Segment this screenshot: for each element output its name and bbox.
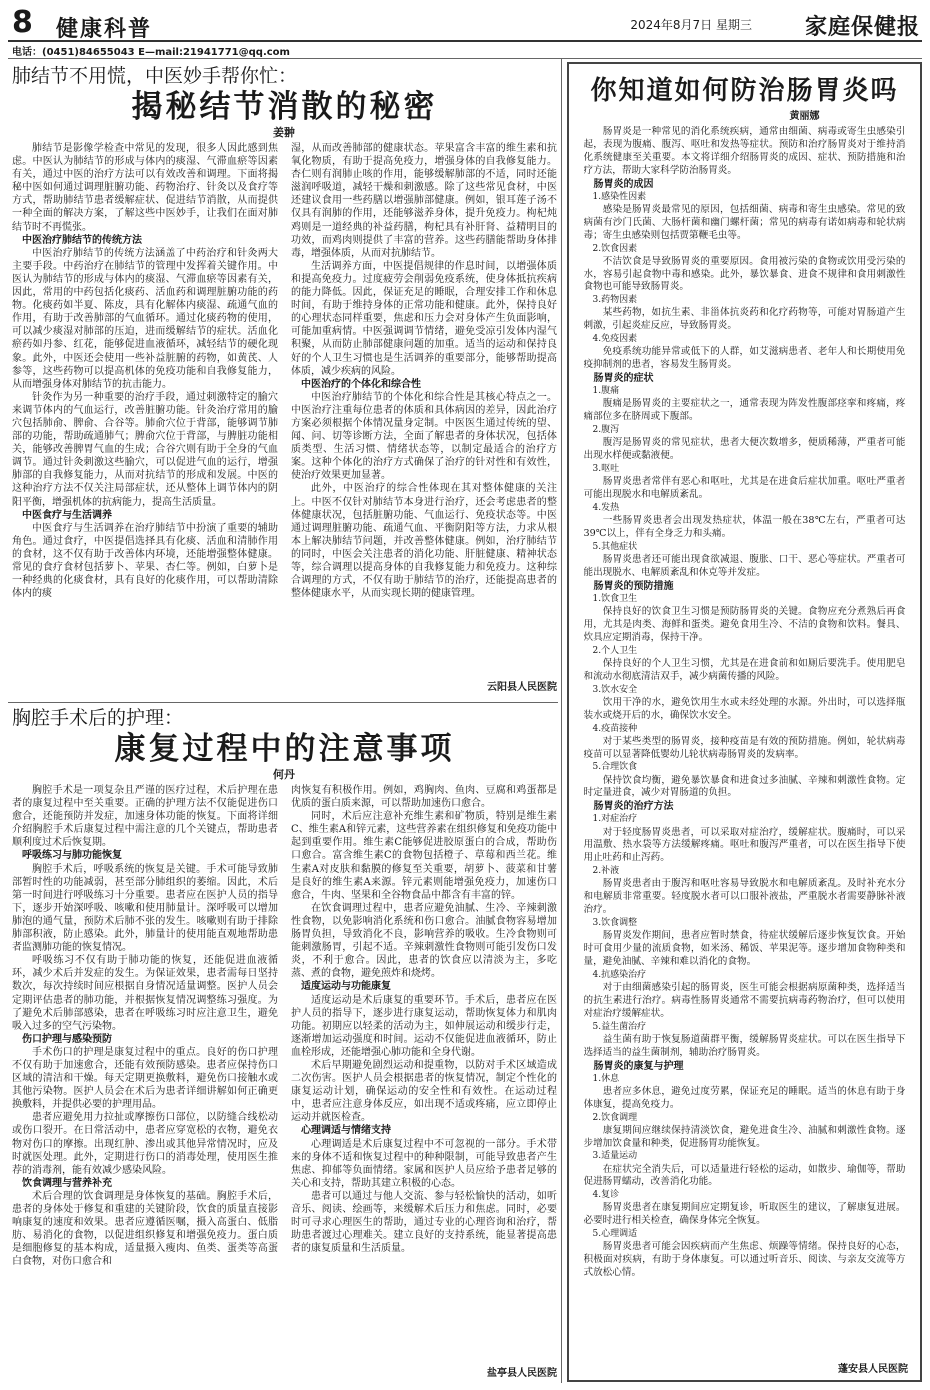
sub-subheading: 1.休息 bbox=[592, 1073, 620, 1084]
sub-subheading: 1.饮食卫生 bbox=[592, 593, 638, 604]
paragraph: 肠胃炎患者可能会因疾病而产生焦虑、烦躁等情绪。保持良好的心态，积极面对疾病，有助于身体康复。可以通过听音乐、阅读、与亲友交流等方式放松心情。 bbox=[583, 1241, 906, 1279]
paragraph: 肠胃炎是一种常见的消化系统疾病，通常由细菌、病毒或寄生虫感染引起，表现为腹痛、腹泻、呕吐和发热等症状。预防和治疗肠胃炎对于维持消化系统健康至关重要。本文将详细介绍肠胃炎的成因、症状、预防措施和治疗方法，帮助大家科学防治肠胃炎。 bbox=[583, 126, 906, 176]
sub-subheading: 5.其他症状 bbox=[592, 541, 638, 552]
paragraph: 益生菌有助于恢复肠道菌群平衡，缓解肠胃炎症状。可以在医生指导下选择适当的益生菌制剂，辅助治疗肠胃炎。 bbox=[583, 1033, 906, 1058]
sub-subheading: 5.合理饮食 bbox=[592, 762, 638, 773]
contact-rule bbox=[8, 58, 922, 59]
newspaper-name: 家庭保健报 bbox=[804, 14, 920, 40]
paragraph: 生活调养方面，中医提倡规律的作息时间，以增强体质和提高免疫力。过度疲劳会削弱免疫系统，使身体抵抗疾病的能力降低。因此，保证充足的睡眠，合理安排工作和休息时间，有助于维持身体的正常功能和健康。此外，保持良好的心理状态同样重要，焦虑和压力会对身体产生负面影响，可能加重病情。中医强调调节情绪，避免受凉引发体内湿气积聚，从而防止肺部健康问题的加重。适当的运动和保持良好的个人卫生习惯也是生活调养的重要部分，能够帮助提高体质，减少疾病的风险。 bbox=[291, 260, 557, 377]
sub-subheading: 5.心理调适 bbox=[592, 1229, 638, 1240]
paragraph: 手术伤口的护理是康复过程中的重点。良好的伤口护理不仅有助于加速愈合，还能有效预防感染。患者应保持伤口区域的清洁和干燥。每天定期更换敷料，避免伤口接触水或其他污染物。医护人员会在术后为患者详细讲解如何正确更换敷料，并提供必要的护理用品。 bbox=[12, 1046, 278, 1111]
paragraph: 对于某些类型的肠胃炎，接种疫苗是有效的预防措施。例如，轮状病毒疫苗可以显著降低婴幼儿轮状病毒肠胃炎的发病率。 bbox=[583, 735, 906, 760]
sub-subheading: 1.腹痛 bbox=[592, 386, 620, 397]
paragraph: 在饮食调理过程中，患者应避免油腻、生冷、辛辣刺激性食物，以免影响消化系统和伤口愈合。油腻食物容易增加肠胃负担，导致消化不良，影响营养的吸收。生冷食物则可能刺激肠胃，引起不适。辛辣刺激性食物则可能引发伤口发炎，不利于愈合。因此，患者的饮食应以清淡为主，多吃蒸、煮的食物，避免煎炸和烧烤。 bbox=[291, 902, 557, 980]
article-column bbox=[12, 784, 278, 1376]
paragraph: 术后合理的饮食调理是身体恢复的基础。胸腔手术后，患者的身体处于修复和重建的关键阶段，饮食的质量直接影响康复的速度和效果。患者应遵循医嘱，摄入高蛋白、低脂肪、易消化的食物，以促进组织修复和增强免疫力。蛋白质是细胞修复的基本构成，适量摄入瘦肉、鱼类、蛋类等高蛋白食物，对伤口愈合和 bbox=[12, 1190, 278, 1268]
article-kicker: 肺结节不用慌，中医妙手帮你忙： bbox=[12, 65, 298, 87]
article-chest-surgery bbox=[12, 706, 557, 1382]
paragraph: 呼吸练习不仅有助于肺功能的恢复，还能促进血液循环，减少术后并发症的发生。为保证效果，患者需每日坚持数次，每次持续时间应根据自身情况适量调整。医护人员会定期评估患者的肺功能，并根据恢复情况调整练习强度。为了避免术后肺部感染，患者在呼吸练习时应注意卫生，避免吸入过多的空气污染物。 bbox=[12, 955, 278, 1032]
subheading: 肠胃炎的症状 bbox=[593, 373, 654, 385]
paragraph: 肠胃炎患者在康复期间应定期复诊，听取医生的建议，了解康复进展。必要时进行相关检查，确保身体完全恢复。 bbox=[583, 1202, 906, 1227]
paragraph: 患者可以通过与他人交流、参与轻松愉快的活动，如听音乐、阅读、绘画等，来缓解术后压力和焦虑。同时，必要时可寻求心理医生的帮助，通过专业的心理咨询和治疗，帮助患者渡过心理难关。建立良好的支持系统，能显著提高患者的康复质量和生活质量。 bbox=[291, 1190, 557, 1255]
paragraph: 肠胃炎患者由于腹泻和呕吐容易导致脱水和电解质紊乱。及时补充水分和电解质非常重要。轻度脱水者可以口服补液盐，严重脱水者需要静脉补液治疗。 bbox=[583, 878, 906, 916]
paragraph: 适度运动是术后康复的重要环节。手术后，患者应在医护人员的指导下，逐步进行康复运动，帮助恢复体力和肌肉功能。初期应以轻柔的活动为主，如伸展运动和缓步行走，逐渐增加运动强度和时间。运动不仅能促进血液循环，防止血栓形成，还能增强心肺功能和全身代谢。 bbox=[291, 994, 557, 1058]
paragraph: 保持良好的个人卫生习惯，尤其是在进食前和如厕后要洗手。使用肥皂和流动水彻底清洁双手，减少病菌传播的风险。 bbox=[583, 657, 906, 682]
article-column bbox=[12, 142, 278, 690]
sub-subheading: 2.饮食调理 bbox=[592, 1112, 638, 1123]
subheading: 肠胃炎的康复与护理 bbox=[593, 1060, 684, 1072]
sub-subheading: 4.复诊 bbox=[592, 1190, 620, 1201]
subheading: 呼吸练习与肺功能恢复 bbox=[22, 850, 122, 862]
paragraph: 心理调适是术后康复过程中不可忽视的一部分。手术带来的身体不适和恢复过程中的种种限制，可能导致患者产生焦虑、抑郁等负面情绪。家属和医护人员应给予患者足够的关心和支持，帮助其建立积极的心态。 bbox=[291, 1138, 557, 1189]
sub-subheading: 4.抗感染治疗 bbox=[592, 969, 647, 980]
paragraph: 同时，术后应注意补充维生素和矿物质，特别是维生素C、维生素A和锌元素，这些营养素在组织修复和免疫功能中起到重要作用。维生素C能够促进胶原蛋白的合成，帮助伤口愈合。富含维生素C的食物包括橙子、草莓和西兰花。维生素A对皮肤和黏膜的修复至关重要，胡萝卜、菠菜和甘薯是良好的维生素A来源。锌元素则能增强免疫力，加速伤口愈合，牛肉、坚果和全谷物食品中都含有丰富的锌。 bbox=[291, 811, 557, 901]
subheading: 心理调适与情绪支持 bbox=[301, 1125, 391, 1137]
paragraph: 肠胃炎发作期间，患者应暂时禁食，待症状缓解后逐步恢复饮食。开始时可食用少量的流质食物，如米汤、稀饭、苹果泥等。逐步增加食物种类和量，避免油腻、辛辣和难以消化的食物。 bbox=[583, 930, 906, 967]
article-kicker: 胸腔手术后的护理： bbox=[12, 707, 184, 729]
paragraph: 腹泻是肠胃炎的常见症状，患者大便次数增多，便质稀薄，严重者可能出现水样便或黏液便。 bbox=[583, 437, 906, 462]
article-source: 云阳县人民医院 bbox=[487, 682, 557, 693]
paragraph: 中医治疗肺结节的个体化和综合性是其核心特点之一。中医治疗注重每位患者的体质和具体病因的差异，因此治疗方案必须根据个体情况量身定制。中医医生通过传统的望、闻、问、切等诊断方法，全面了解患者的身体状况，包括体质类型、生活习惯、情绪状态等，以制定最适合的治疗方案。这种个体化的治疗方式确保了治疗的针对性和有效性，使治疗效果更加显著。 bbox=[291, 391, 557, 482]
paragraph: 免疫系统功能异常或低下的人群，如艾滋病患者、老年人和长期使用免疫抑制剂的患者，容易发生肠胃炎。 bbox=[583, 346, 906, 371]
paragraph: 患者应多休息，避免过度劳累，保证充足的睡眠。适当的休息有助于身体康复，提高免疫力。 bbox=[583, 1085, 906, 1110]
paragraph: 保持饮食均衡，避免暴饮暴食和进食过多油腻、辛辣和刺激性食物。定时定量进食，减少对胃肠道的负担。 bbox=[583, 774, 906, 799]
subheading: 伤口护理与感染预防 bbox=[22, 1033, 112, 1045]
article-author: 黄丽娜 bbox=[789, 111, 820, 122]
article-source: 盐亭县人民医院 bbox=[487, 1368, 557, 1379]
paragraph: 此外，中医治疗的综合性体现在其对整体健康的关注上。中医不仅针对肺结节本身进行治疗，还会考虑患者的整体健康状况，包括脏腑功能、气血运行、免疫状态等。中医通过调理脏腑功能、疏通气血、平衡阴阳等方法，力求从根本上解决肺结节问题，并改善整体健康。例如，治疗肺结节的同时，中医会关注患者的消化功能、肝脏健康、精神状态等，综合调理以提高身体的自我修复能力和免疫力。这种综合调理的方式，不仅有助于肺结节的治疗，还能提高患者的整体健康水平，从而实现长期的健康管理。 bbox=[291, 483, 557, 600]
article-headline: 揭秘结节消散的秘密 bbox=[131, 89, 438, 125]
paragraph: 肠胃炎患者常伴有恶心和呕吐，尤其是在进食后症状加重。呕吐严重者可能出现脱水和电解质紊乱。 bbox=[583, 476, 906, 501]
contact-line: 电话：(0451)84655043 E—mail:21941771@qq.com bbox=[12, 47, 290, 58]
sub-subheading: 4.免疫因素 bbox=[592, 334, 638, 345]
sub-subheading: 3.呕吐 bbox=[592, 464, 620, 475]
paragraph: 康复期间应继续保持清淡饮食，避免进食生冷、油腻和刺激性食物。逐步增加饮食量和种类，促进肠胃功能恢复。 bbox=[583, 1124, 906, 1149]
paragraph: 术后早期避免剧烈运动和提重物，以防对手术区域造成二次伤害。医护人员会根据患者的恢复情况，制定个性化的康复运动计划，确保运动的安全性和有效性。在运动过程中，患者应注意身体反应，如出现不适或疼痛，应立即停止运动并就医检查。 bbox=[291, 1059, 557, 1124]
article-author: 何丹 bbox=[273, 768, 295, 781]
article-divider bbox=[8, 702, 558, 703]
sub-subheading: 3.饮水安全 bbox=[592, 684, 638, 695]
subheading: 肠胃炎的成因 bbox=[593, 178, 654, 190]
paragraph: 某些药物，如抗生素、非甾体抗炎药和化疗药物等，可能对胃肠道产生刺激，引起炎症反应，导致肠胃炎。 bbox=[583, 307, 906, 332]
sub-subheading: 2.腹泻 bbox=[592, 425, 620, 436]
paragraph: 肠胃炎患者还可能出现食欲减退、腹胀、口干、恶心等症状。严重者可能出现脱水、电解质紊乱和休克等并发症。 bbox=[583, 553, 906, 578]
paragraph: 在症状完全消失后，可以适量进行轻松的运动，如散步、瑜伽等，帮助促进肠胃蠕动，改善消化功能。 bbox=[583, 1163, 906, 1188]
sub-subheading: 2.个人卫生 bbox=[592, 645, 638, 656]
paragraph: 胸腔手术后，呼吸系统的恢复是关键。手术可能导致肺部暂时性的功能减弱，甚至部分肺组织的萎缩。因此，术后第一时间进行呼吸练习十分重要。患者应在医护人员的指导下，逐步开始深呼吸、咳嗽和使用肺量计。深呼吸可以增加肺泡的通气量，预防术后肺不张的发生。咳嗽则有助于排除肺部积液，防止感染。此外，肺量计的使用能直观地帮助患者监测肺功能的恢复情况。 bbox=[12, 863, 278, 954]
article-headline: 康复过程中的注意事项 bbox=[114, 731, 455, 767]
page-header bbox=[8, 6, 922, 40]
subheading: 肠胃炎的预防措施 bbox=[593, 580, 674, 592]
paragraph: 腹痛是肠胃炎的主要症状之一，通常表现为阵发性腹部痉挛和疼痛，疼痛部位多在脐周或下腹部。 bbox=[583, 398, 906, 423]
sub-subheading: 3.药物因素 bbox=[592, 295, 638, 306]
paragraph: 针灸作为另一种重要的治疗手段，通过刺激特定的腧穴来调节体内的气血运行，改善脏腑功能。针灸治疗常用的腧穴包括肺俞、脾俞、合谷等。肺俞穴位于背部，能够调节肺部的功能，帮助疏通肺气；脾俞穴位于背部，与脾脏功能相关，能够改善脾胃气血的生成；合谷穴则有助于全身的气血调节。通过针灸刺激这些腧穴，可以促进气血的运行，增强肺部的自我修复能力，从而对抗结节的形成和发展。中医的这种治疗方法不仅关注局部症状，还从整体上调节体内的阴阳平衡，增强机体的抗病能力，提高生活质量。 bbox=[12, 391, 278, 508]
sub-subheading: 4.发热 bbox=[592, 502, 620, 513]
subheading: 中医治疗的个体化和综合性 bbox=[301, 378, 421, 390]
section-title: 健康科普 bbox=[56, 16, 153, 42]
subheading: 适度运动与功能康复 bbox=[301, 981, 391, 993]
paragraph: 胸腔手术是一项复杂且严谨的医疗过程，术后护理在患者的康复过程中至关重要。正确的护理方法不仅能促进伤口愈合，还能预防并发症，加速身体功能的恢复。下面将详细介绍胸腔手术后康复过程中需注意的几个关键点，帮助患者顺利度过术后恢复期。 bbox=[12, 785, 278, 849]
sub-subheading: 1.感染性因素 bbox=[592, 191, 647, 202]
header-rule bbox=[8, 40, 922, 42]
paragraph: 中医治疗肺结节的传统方法涵盖了中药治疗和针灸两大主要手段。中药治疗在肺结节的管理中发挥着关键作用。中医认为肺结节的形成与体内的痰湿、气滞血瘀等因素有关，因此，常用的中药包括化痰药、活血药和调理脏腑功能的药物。化痰药如半夏、陈皮，具有化解体内痰湿、疏通气血的作用，有助于改善肺部的气血循环。通过化痰药物的使用，可以减少痰湿对肺部的压迫，进而缓解结节的症状。活血化瘀药如丹参、红花，能够促进血液循环，减轻结节的硬化现象。此外，中医还会使用一些补益脏腑的药物，如黄芪、人参等，这些药物可以提高机体的免疫功能和自我修复能力，从而增强身体对肺结节的抗击能力。 bbox=[12, 247, 278, 390]
article-lung-nodule bbox=[12, 64, 557, 698]
paragraph: 肺结节是影像学检查中常见的发现，很多人因此感到焦虑。中医认为肺结节的形成与体内的痰湿、气滞血瘀等因素有关，通过中医的治疗方法可以有效改善和调理。下面将揭秘中医如何通过调理脏腑功能、药物治疗、针灸以及食疗等方式，帮助肺结节患者缓解症状、促进结节消散，从而提供一种全面的解决方案，了解这些中医妙手，让我们在面对肺结节时不再慌张。 bbox=[12, 143, 278, 233]
paragraph: 对于由细菌感染引起的肠胃炎，医生可能会根据病原菌种类，选择适当的抗生素进行治疗。病毒性肠胃炎通常不需要抗病毒药物治疗，但可以使用对症治疗缓解症状。 bbox=[583, 981, 906, 1019]
sub-subheading: 3.适量运动 bbox=[592, 1151, 638, 1162]
subheading: 中医食疗与生活调养 bbox=[22, 509, 112, 521]
sub-subheading: 4.疫苗接种 bbox=[592, 723, 638, 734]
subheading: 肠胃炎的治疗方法 bbox=[593, 801, 674, 813]
paragraph: 饮用干净的水，避免饮用生水或未经处理的水源。外出时，可以选择瓶装水或烧开后的水，确保饮水安全。 bbox=[583, 696, 906, 721]
paragraph: 保持良好的饮食卫生习惯是预防肠胃炎的关键。食物应充分煮熟后再食用，尤其是肉类、海鲜和蛋类。避免食用生冷、不洁的食物和饮料。餐具、炊具应定期消毒，保持干净。 bbox=[583, 605, 906, 643]
paragraph: 肉恢复有积极作用。例如，鸡胸肉、鱼肉、豆腐和鸡蛋都是优质的蛋白质来源，可以帮助加速伤口愈合。 bbox=[291, 785, 557, 810]
paragraph: 湿，从而改善肺部的健康状态。苹果富含丰富的维生素和抗氧化物质，有助于提高免疫力，增强身体的自我修复能力。杏仁则有润肺止咳的作用，能够缓解肺部的不适，同时还能滋润呼吸道，减轻干燥和刺激感。除了这些常见食材，中医还建议食用一些药膳以增强肺部健康。例如，银耳莲子汤不仅具有润肺的作用，还能够滋养身体，提升免疫力。枸杞炖鸡则是一道经典的补益药膳，枸杞具有补肝肾、益精明目的功效，而鸡肉则提供了丰富的营养。这些药膳能帮助身体排毒，增强体质，从而对抗肺结节。 bbox=[291, 143, 557, 259]
article-author: 姜翀 bbox=[273, 126, 295, 139]
paragraph: 不洁饮食是导致肠胃炎的重要原因。食用被污染的食物或饮用受污染的水，容易引起食物中毒和感染。此外，暴饮暴食、进食不规律和食用刺激性食物也可能导致肠胃炎。 bbox=[583, 255, 906, 293]
column-divider bbox=[561, 58, 562, 1383]
article-source: 蓬安县人民医院 bbox=[838, 1364, 908, 1375]
sub-subheading: 2.饮食因素 bbox=[592, 243, 638, 254]
page-number: 8 bbox=[12, 5, 33, 40]
sub-subheading: 2.补液 bbox=[592, 866, 620, 877]
paragraph: 对于轻度肠胃炎患者，可以采取对症治疗，缓解症状。腹痛时，可以采用温敷、热水袋等方法缓解疼痛。呕吐和腹泻严重者，可以在医生指导下使用止吐药和止泻药。 bbox=[583, 826, 906, 864]
article-column bbox=[291, 784, 557, 1362]
sub-subheading: 3.饮食调整 bbox=[592, 918, 638, 929]
sub-subheading: 5.益生菌治疗 bbox=[592, 1021, 647, 1032]
article-column bbox=[584, 126, 906, 1358]
subheading: 饮食调理与营养补充 bbox=[22, 1177, 112, 1189]
article-column bbox=[291, 142, 557, 676]
article-gastroenteritis bbox=[567, 62, 922, 1382]
paragraph: 患者应避免用力拉扯或摩擦伤口部位，以防缝合线松动或伤口裂开。在日常活动中，患者应穿宽松的衣物，避免衣物对伤口的摩擦。出现红肿、渗出或其他异常情况时，应及时就医处理。此外，定期进行伤口的消毒处理，使用医生推荐的消毒剂，能有效减少感染风险。 bbox=[12, 1112, 278, 1176]
paragraph: 感染是肠胃炎最常见的原因，包括细菌、病毒和寄生虫感染。常见的致病菌有沙门氏菌、大肠杆菌和幽门螺杆菌；常见的病毒有诺如病毒和轮状病毒；寄生虫感染则包括贾第鞭毛虫等。 bbox=[583, 203, 906, 241]
article-headline: 你知道如何防治肠胃炎吗 bbox=[590, 76, 899, 106]
paragraph: 一些肠胃炎患者会出现发热症状，体温一般在38℃左右，严重者可达39℃以上，伴有全身乏力和头痛。 bbox=[583, 515, 906, 539]
paragraph: 中医食疗与生活调养在治疗肺结节中扮演了重要的辅助角色。通过食疗，中医提倡选择具有化痰、活血和清肺作用的食材，这不仅有助于改善体内环境，还能增强整体健康。常见的食疗食材包括萝卜、苹果、杏仁等。例如，白萝卜是一种经典的化痰食材，具有良好的化痰作用，可以帮助清除体内的痰 bbox=[12, 522, 278, 600]
issue-date: 2024年8月7日 星期三 bbox=[630, 18, 752, 32]
sub-subheading: 1.对症治疗 bbox=[592, 814, 638, 825]
subheading: 中医治疗肺结节的传统方法 bbox=[22, 234, 142, 246]
